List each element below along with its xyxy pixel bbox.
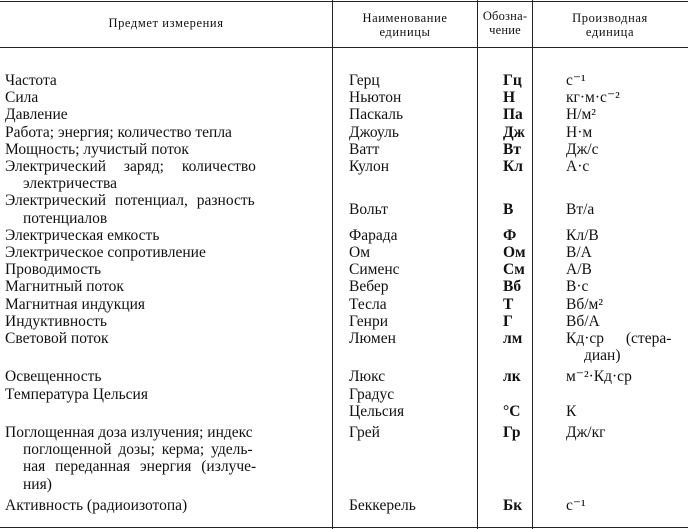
row-subject: Частота xyxy=(5,72,57,89)
row-unit: Ом xyxy=(349,244,371,262)
row-unit: Тесла xyxy=(349,295,387,313)
bottom-rule xyxy=(0,527,688,528)
row-subject: Температура Цельсия xyxy=(5,385,148,403)
top-rule xyxy=(0,1,688,2)
table-row xyxy=(0,493,688,514)
table-row xyxy=(0,106,688,123)
row-subject-cont: потенциалов xyxy=(23,209,108,227)
table-row xyxy=(0,330,688,364)
row-derived: м⁻²·Кд·ср xyxy=(566,368,632,386)
row-symbol: лм xyxy=(503,330,523,348)
row-derived: Кл/В xyxy=(566,226,599,244)
row-unit: Ньютон xyxy=(349,89,402,107)
row-subject: Проводимость xyxy=(5,261,102,279)
row-subject: Активность (радиоизотопа) xyxy=(5,496,188,514)
row-unit-cont: Цельсия xyxy=(349,402,405,420)
table-row xyxy=(0,227,688,244)
row-unit: Градус xyxy=(349,385,395,403)
row-subject: Поглощенная доза излучения; индекс xyxy=(5,424,253,442)
row-symbol: Па xyxy=(503,106,523,124)
units-table xyxy=(0,72,688,514)
row-derived: Дж/с xyxy=(566,140,599,158)
row-derived: В/А xyxy=(566,244,592,262)
row-subject: Сила xyxy=(5,89,39,107)
row-derived: К xyxy=(566,402,577,420)
row-subject: Индуктивность xyxy=(5,312,107,330)
row-symbol: °С xyxy=(503,402,521,420)
row-unit: Люкс xyxy=(349,368,386,386)
row-unit: Генри xyxy=(349,312,388,330)
row-unit: Паскаль xyxy=(349,106,404,124)
header-symbol: Обозна-чение xyxy=(482,9,528,37)
row-symbol: Ом xyxy=(503,244,526,262)
row-subject-cont: ния) xyxy=(23,475,52,493)
row-symbol: лк xyxy=(503,368,521,386)
row-unit: Джоуль xyxy=(349,123,399,141)
row-derived: А/В xyxy=(566,261,592,279)
row-subject: Магнитный поток xyxy=(5,278,124,296)
header-rule xyxy=(0,47,688,48)
row-symbol: Гц xyxy=(503,72,522,89)
header-derived: Производная единица xyxy=(572,11,648,39)
row-subject: Работа; энергия; количество тепла xyxy=(5,123,232,141)
row-unit: Сименс xyxy=(349,261,400,279)
row-unit: Ватт xyxy=(349,140,380,158)
row-derived: с⁻¹ xyxy=(566,72,586,89)
row-symbol: В xyxy=(503,201,514,219)
row-symbol: Дж xyxy=(503,123,525,141)
header-subject: Предмет измерения xyxy=(108,16,224,30)
row-subject: Электрическая емкость xyxy=(5,226,160,244)
row-unit: Грей xyxy=(349,424,380,442)
row-unit: Герц xyxy=(349,72,380,89)
row-symbol: Вб xyxy=(503,278,522,296)
row-derived: Н·м xyxy=(566,123,593,141)
table-row xyxy=(0,364,688,385)
row-subject: Магнитная индукция xyxy=(5,295,146,313)
row-subject-cont: поглощенной дозы; керма; удель- xyxy=(23,441,253,459)
header-unit-name: Наименование единицы xyxy=(362,11,448,39)
row-symbol: Т xyxy=(503,295,514,313)
row-subject: Световой поток xyxy=(5,330,109,348)
row-derived: Вт/а xyxy=(566,201,595,219)
row-unit: Кулон xyxy=(349,158,390,176)
row-derived: Вб/А xyxy=(566,312,600,330)
row-derived: А·с xyxy=(566,158,590,176)
table-row xyxy=(0,278,688,295)
row-symbol: Кл xyxy=(503,158,523,176)
row-derived: Вб/м² xyxy=(566,295,603,313)
table-row xyxy=(0,158,688,192)
row-subject: Электрическое сопротивление xyxy=(5,244,206,262)
row-derived: кг·м·с⁻² xyxy=(566,89,620,107)
row-subject-cont: ная переданная энергия (излуче- xyxy=(23,458,257,476)
table-row xyxy=(0,89,688,106)
table-row xyxy=(0,244,688,261)
row-unit: Люмен xyxy=(349,330,396,348)
row-derived: Н/м² xyxy=(566,106,596,124)
row-symbol: Н xyxy=(503,89,516,107)
row-derived: В·с xyxy=(566,278,589,296)
row-derived: Кд·ср (стера- xyxy=(566,330,672,348)
table-row xyxy=(0,141,688,158)
row-unit: Вольт xyxy=(349,201,388,219)
row-symbol: Ф xyxy=(503,226,517,244)
row-subject: Мощность; лучистый поток xyxy=(5,140,189,158)
row-subject: Освещенность xyxy=(5,368,102,386)
table-row xyxy=(0,296,688,313)
row-unit: Беккерель xyxy=(349,496,416,514)
row-derived-cont: диан) xyxy=(584,347,621,365)
table-row xyxy=(0,420,688,493)
row-symbol: Гр xyxy=(503,424,521,442)
row-subject: Электрический потенциал, разность xyxy=(5,192,255,210)
row-symbol: Г xyxy=(503,312,513,330)
table-row xyxy=(0,386,688,420)
table-row xyxy=(0,124,688,141)
row-derived: Дж/кг xyxy=(566,424,606,442)
row-unit: Фарада xyxy=(349,226,398,244)
row-symbol: Бк xyxy=(503,496,523,514)
row-subject-cont: электричества xyxy=(23,175,118,193)
row-unit: Вебер xyxy=(349,278,389,296)
row-derived: с⁻¹ xyxy=(566,496,586,514)
row-symbol: См xyxy=(503,261,525,279)
table-row xyxy=(0,313,688,330)
row-symbol: Вт xyxy=(503,140,521,158)
table-row xyxy=(0,261,688,278)
row-subject: Электрический заряд; количество xyxy=(5,158,256,176)
table-row xyxy=(0,72,688,89)
row-subject: Давление xyxy=(5,106,68,124)
table-row xyxy=(0,192,688,226)
